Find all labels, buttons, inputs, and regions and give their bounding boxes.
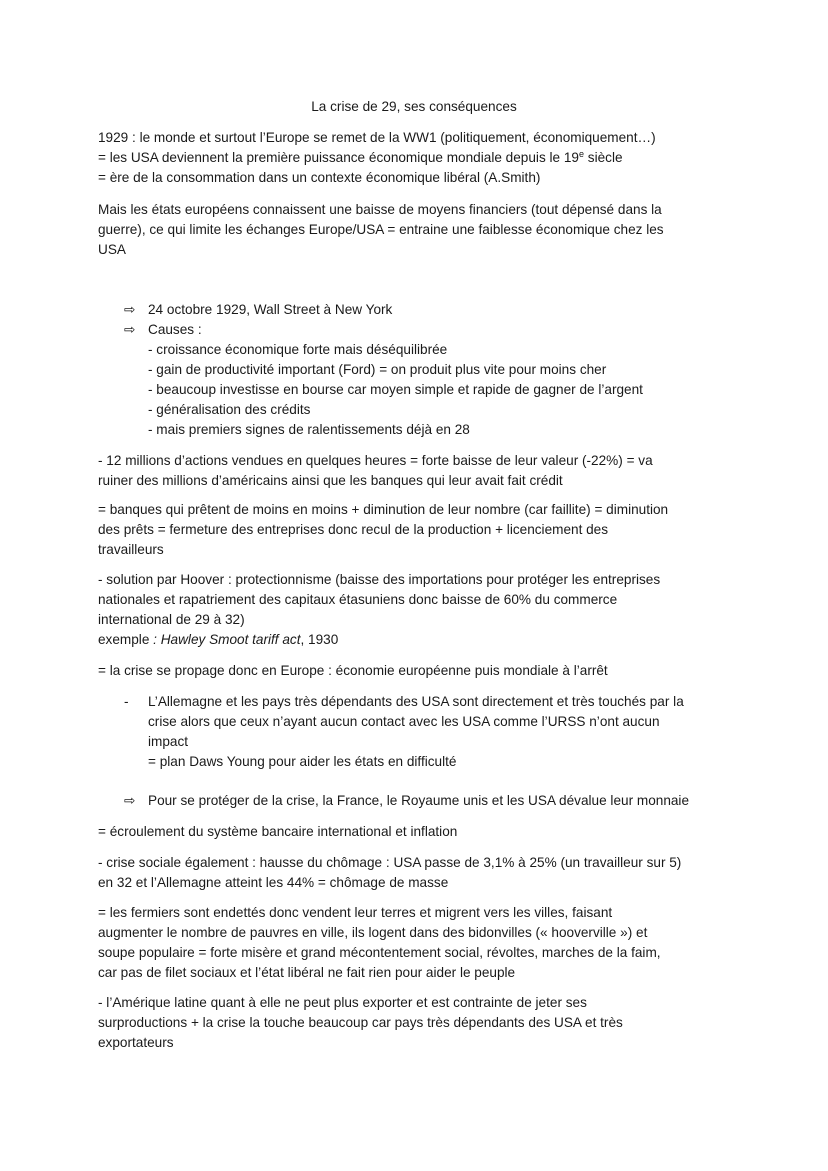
paragraph-line: nationales et rapatriement des capitaux étasuniens donc baisse de 60% du commerce — [98, 592, 618, 607]
paragraph-line: - crise sociale également : hausse du chômage : USA passe de 3,1% à 25% (un travailleur sur 5) — [98, 855, 682, 870]
intro-paragraph — [98, 128, 738, 188]
intro-line: 1929 : le monde et surtout l’Europe se remet de la WW1 (politiquement, économiquement…) — [98, 130, 656, 145]
cause-item: - mais premiers signes de ralentissements déjà en 28 — [148, 422, 470, 437]
paragraph-line: en 32 et l’Allemagne atteint les 44% = chômage de masse — [98, 875, 449, 890]
paragraph-ecroulement — [98, 822, 738, 842]
paragraph-line: = la crise se propage donc en Europe : économie européenne puis mondiale à l’arrêt — [98, 663, 608, 678]
paragraph-line: travailleurs — [98, 542, 164, 557]
example-title: : Hawley Smoot tariff act — [153, 632, 301, 647]
arrow-item-text: Causes : — [148, 322, 202, 337]
paragraph-line: = banques qui prêtent de moins en moins + diminution de leur nombre (car faillite) = diminution — [98, 502, 669, 517]
paragraph-amerique — [98, 993, 738, 1053]
dash-line: = plan Daws Young pour aider les états en difficulté — [148, 754, 457, 769]
paragraph-line: soupe populaire = forte misère et grand mécontentement social, révoltes, marches de la faim, — [98, 945, 661, 960]
paragraph-actions — [98, 451, 738, 491]
paragraph-line: Mais les états européens connaissent une baisse de moyens financiers (tout dépensé dans la — [98, 202, 662, 217]
cause-item: - gain de productivité important (Ford) = on produit plus vite pour moins cher — [148, 362, 607, 377]
dash-marker: - — [124, 694, 129, 709]
paragraph-line: des prêts = fermeture des entreprises donc recul de la production + licenciement des — [98, 522, 609, 537]
paragraph-line: = les fermiers sont endettés donc vendent leur terres et migrent vers les villes, faisant — [98, 905, 613, 920]
paragraph-line: exportateurs — [98, 1035, 174, 1050]
paragraph-mais — [98, 200, 738, 260]
example-label: exemple — [98, 632, 154, 647]
arrow-right-icon: ⇨ — [124, 302, 136, 317]
cause-item: - croissance économique forte mais déséquilibrée — [148, 342, 448, 357]
arrow-item-text: Pour se protéger de la crise, la France, le Royaume unis et les USA dévalue leur monnaie — [148, 793, 690, 808]
paragraph-line: guerre), ce qui limite les échanges Europe/USA = entraine une faiblesse économique chez les — [98, 222, 664, 237]
dash-item-text — [148, 692, 748, 772]
dash-line: impact — [148, 734, 189, 749]
paragraph-line: - l’Amérique latine quant à elle ne peut plus exporter et est contrainte de jeter ses — [98, 995, 587, 1010]
paragraph-line: ruiner des millions d’américains ainsi que les banques qui leur avait fait crédit — [98, 473, 563, 488]
paragraph-propage — [98, 661, 738, 681]
paragraph-sociale — [98, 853, 738, 893]
arrow-item-date — [124, 300, 392, 320]
arrow-right-icon: ⇨ — [124, 793, 136, 808]
paragraph-hoover — [98, 570, 738, 650]
paragraph-fermiers — [98, 903, 738, 983]
intro-line-text: siècle — [584, 150, 623, 165]
causes-list — [148, 340, 643, 440]
paragraph-line: = écroulement du système bancaire international et inflation — [98, 824, 458, 839]
paragraph-line: international de 29 à 32) — [98, 612, 245, 627]
arrow-item-devalue — [124, 791, 689, 811]
paragraph-line: car pas de filet sociaux et l’état libéral ne fait rien pour aider le peuple — [98, 965, 516, 980]
dash-line: L’Allemagne et les pays très dépendants des USA sont directement et très touchés par la — [148, 694, 684, 709]
example-year: , 1930 — [300, 632, 339, 647]
arrow-right-icon: ⇨ — [124, 322, 136, 337]
paragraph-line: USA — [98, 242, 126, 257]
page-title: La crise de 29, ses conséquences — [311, 99, 517, 114]
dash-line: crise alors que ceux n’ayant aucun contact avec les USA comme l’URSS n’ont aucun — [148, 714, 660, 729]
cause-item: - généralisation des crédits — [148, 402, 311, 417]
arrow-item-text: 24 octobre 1929, Wall Street à New York — [148, 302, 393, 317]
paragraph-banques — [98, 500, 738, 560]
intro-line-text: = les USA deviennent la première puissance économique mondiale depuis le 19 — [98, 150, 579, 165]
example-line — [98, 630, 738, 650]
paragraph-line: - 12 millions d’actions vendues en quelques heures = forte baisse de leur valeur (-22%) = va — [98, 453, 653, 468]
paragraph-line: surproductions + la crise la touche beaucoup car pays très dépendants des USA et très — [98, 1015, 623, 1030]
paragraph-line: augmenter le nombre de pauvres en ville, ils logent dans des bidonvilles (« hooverville ») et — [98, 925, 648, 940]
cause-item: - beaucoup investisse en bourse car moyen simple et rapide de gagner de l’argent — [148, 382, 643, 397]
paragraph-line: - solution par Hoover : protectionnisme (baisse des importations pour protéger les entreprises — [98, 572, 661, 587]
arrow-item-causes — [124, 320, 202, 340]
superscript: e — [579, 149, 585, 159]
intro-line — [98, 148, 738, 168]
intro-line: = ère de la consommation dans un contexte économique libéral (A.Smith) — [98, 170, 541, 185]
